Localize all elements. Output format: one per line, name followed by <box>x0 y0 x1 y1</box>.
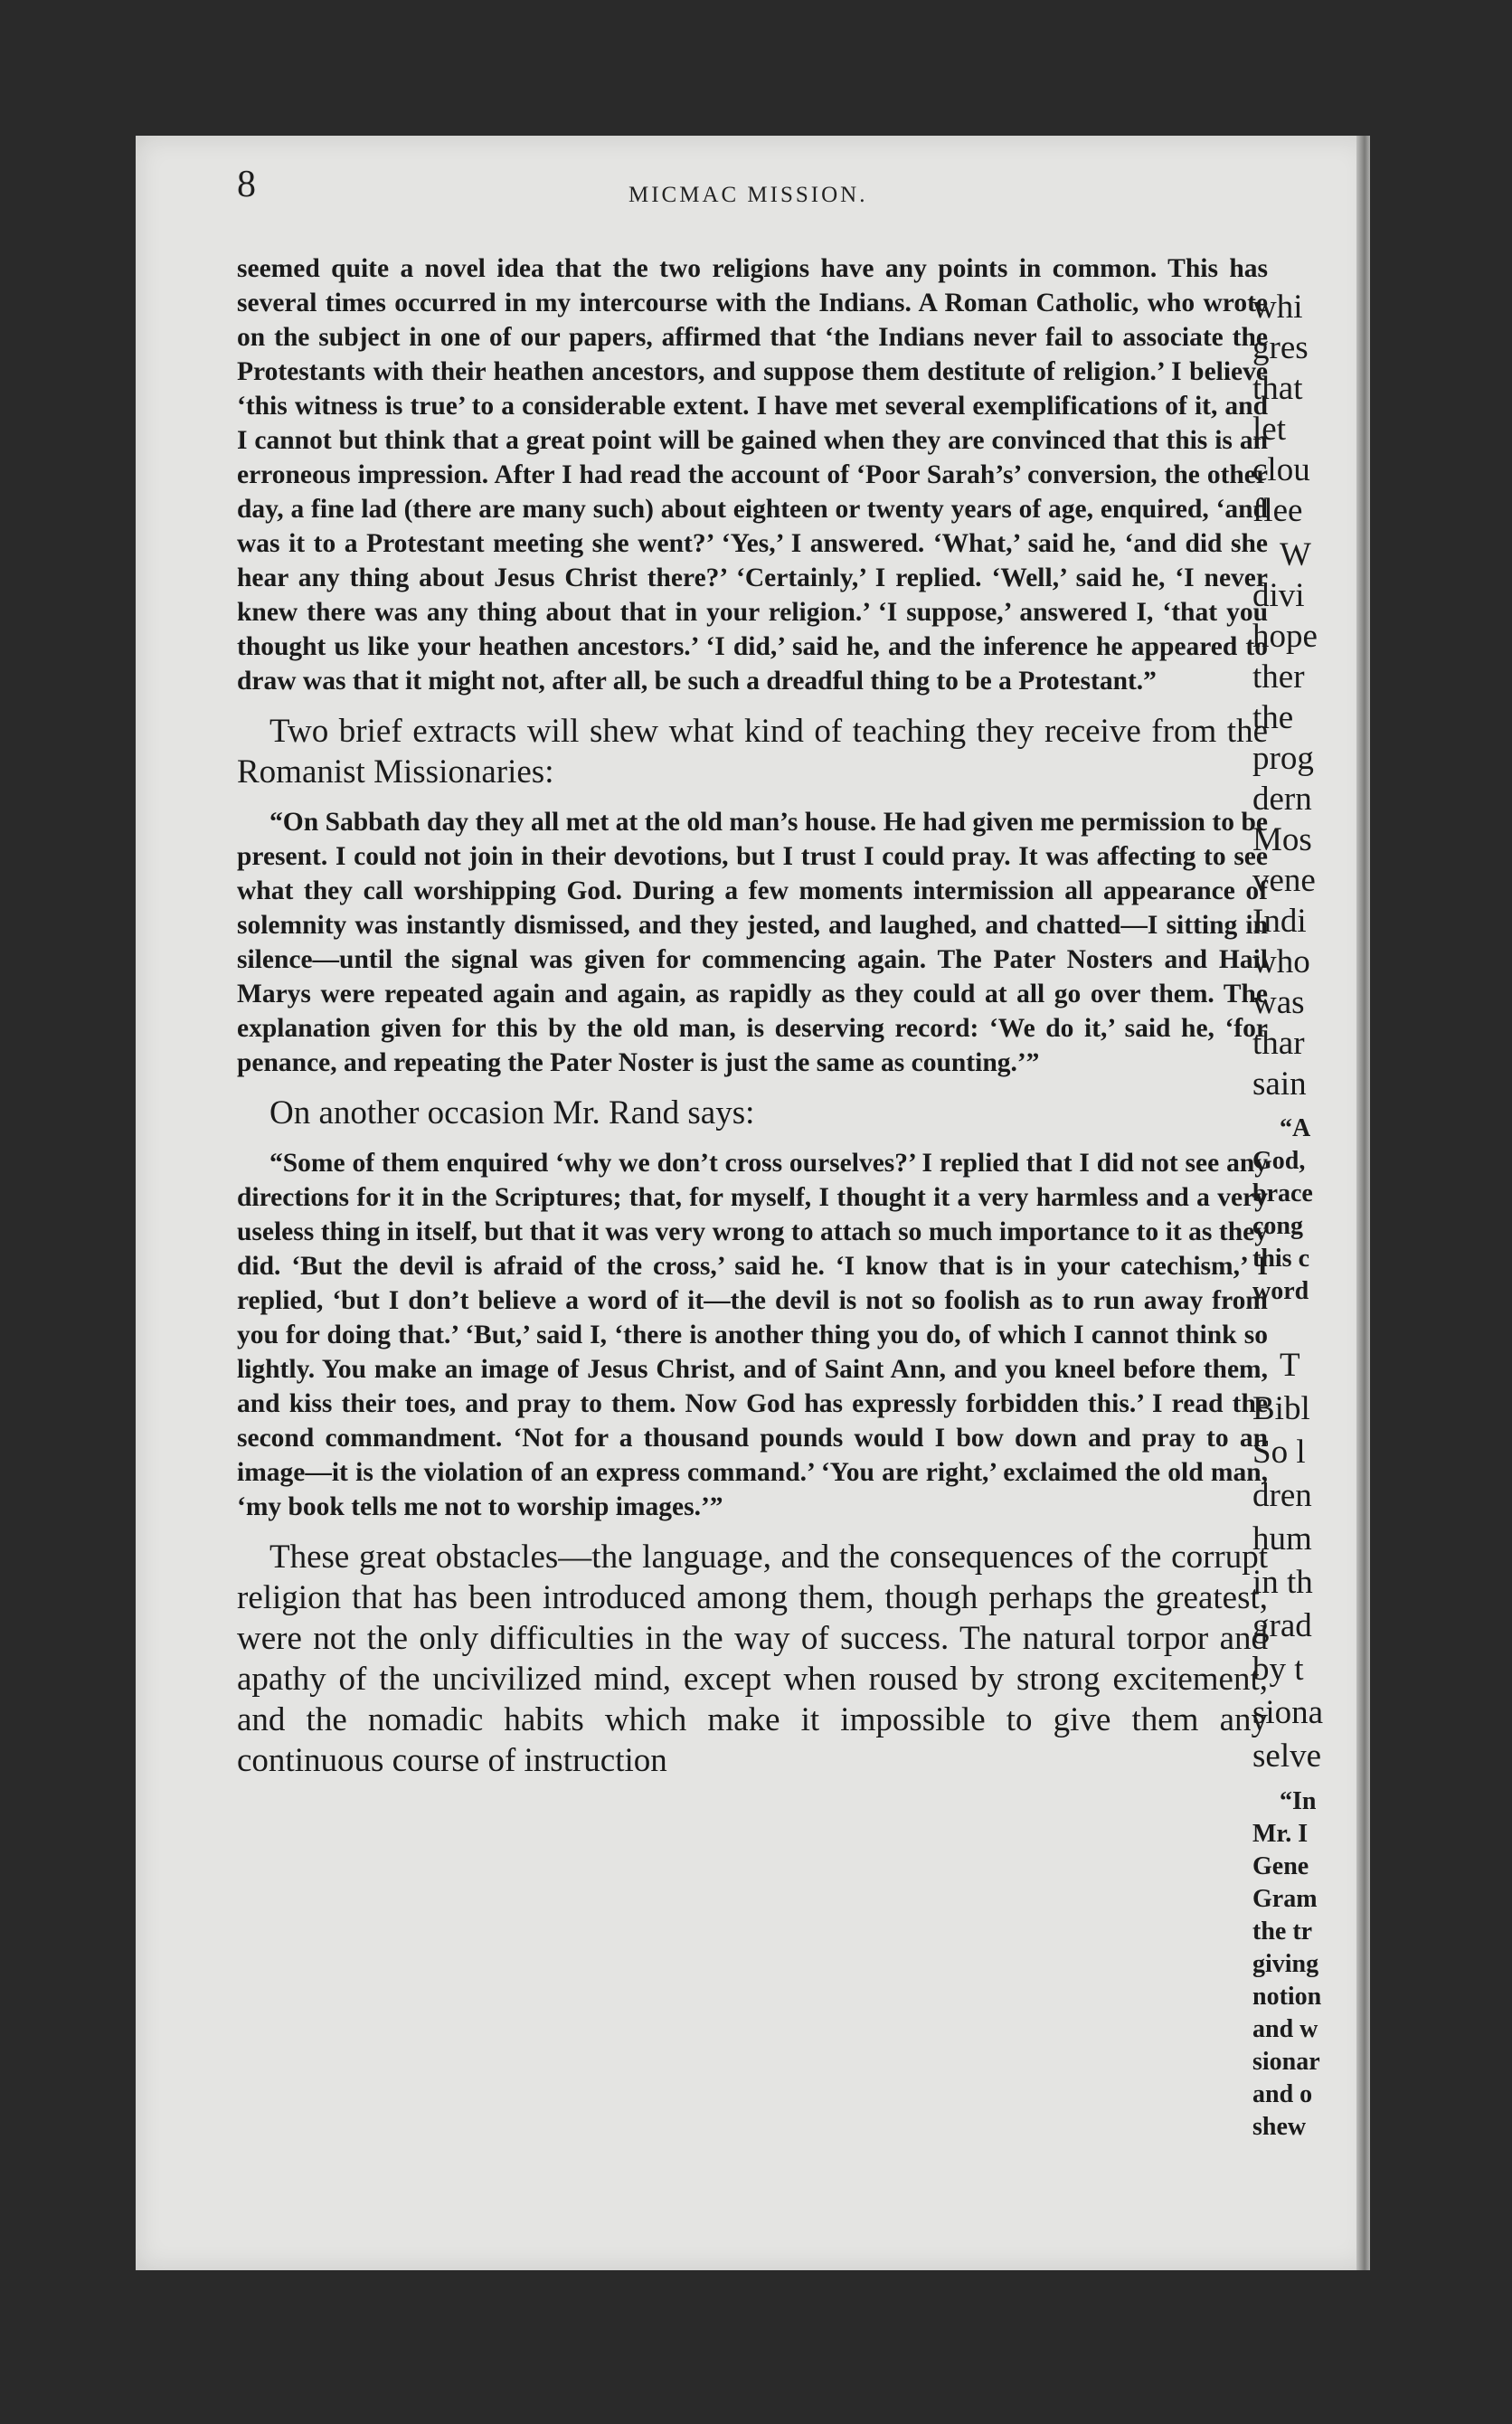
facing-line: Gene <box>1252 1852 1309 1880</box>
facing-line: brace <box>1252 1179 1313 1207</box>
facing-line: giving <box>1252 1950 1319 1978</box>
facing-line: divi <box>1252 577 1305 614</box>
facing-line: ther <box>1252 658 1305 696</box>
page-number: 8 <box>237 164 256 205</box>
facing-line: gres <box>1252 329 1309 366</box>
main-text-column <box>237 251 1268 1781</box>
facing-line: Mos <box>1252 821 1312 858</box>
facing-page-fragments <box>1243 0 1424 2424</box>
facing-line: Bibl <box>1252 1390 1310 1427</box>
body-paragraph-2: On another occasion Mr. Rand says: <box>269 1094 755 1132</box>
facing-line: Gram <box>1252 1885 1318 1913</box>
body-paragraph-1: Two brief extracts will shew what kind of teaching they receive from the Romanist Missionaries: <box>237 713 1268 791</box>
facing-line: T <box>1280 1347 1300 1384</box>
facing-line: dern <box>1252 781 1312 818</box>
facing-line: notion <box>1252 1983 1322 2011</box>
facing-line: selve <box>1252 1738 1322 1775</box>
running-head: MICMAC MISSION. <box>628 183 868 207</box>
facing-line: grad <box>1252 1607 1312 1644</box>
facing-line: and w <box>1252 2015 1318 2043</box>
facing-line: flee <box>1252 492 1303 529</box>
facing-line: sain <box>1252 1065 1307 1103</box>
book-page <box>136 136 1370 2270</box>
facing-line: was <box>1252 984 1305 1021</box>
facing-line: the <box>1252 699 1294 736</box>
facing-line: who <box>1252 943 1310 980</box>
facing-line: let <box>1252 411 1286 448</box>
facing-line: shew <box>1252 2113 1307 2141</box>
facing-line: the tr <box>1252 1917 1313 1946</box>
facing-line: siona <box>1252 1694 1324 1731</box>
facing-line: word <box>1252 1277 1309 1305</box>
quoted-paragraph-2: “On Sabbath day they all met at the old man’s house. He had given me permission to be present. I could not join in their devotions, but I trust I could pray. It was affecting to see what they call worshipping God. During a few moments intermission all appearance of solemnity was instantly dismissed, and they jested, and laughed, and chatted—I sitting in silence—until the signal was given for commencing again. The Pater Nosters and Hail Marys were repeated again and again, as rapidly as they could at all go over them. The explanation given for this by the old man, is deserving record: ‘We do it,’ said he, ‘for penance, and repeating the Pater Noster is just the same as counting.’” <box>237 808 1268 1077</box>
facing-line: vene <box>1252 862 1316 899</box>
facing-line: this c <box>1252 1245 1309 1273</box>
quoted-paragraph-1: seemed quite a novel idea that the two religions have any points in common. This has several times occurred in my intercourse with the Indians. A Roman Catholic, who wrote on the subject in one of our papers, affirmed that ‘the Indians never fail to associate the Protestants with their heathen ancestors, and suppose them destitute of religion.’ I believe ‘this witness is true’ to a considerable extent. I have met several exemplifications of it, and I cannot but think that a great point will be gained when they are convinced that this is an erroneous impression. After I had read the account of ‘Poor Sarah’s’ conversion, the other day, a fine lad (there are many such) about eighteen or twenty years of age, enquired, ‘and was it to a Protestant meeting she went?’ ‘Yes,’ I answered. ‘What,’ said he, ‘and did she hear any thing about Jesus Christ there?’ ‘Certainly,’ I replied. ‘Well,’ said he, ‘I never knew there was any thing about that in your religion.’ ‘I suppose,’ answered I, ‘that you thought us like your heathen ancestors.’ ‘I did,’ said he, and the inference he appeared to draw was that it might not, after all, be such a dreadful thing to be a Protestant.” <box>237 254 1268 696</box>
facing-line: whi <box>1252 289 1303 326</box>
facing-line: Mr. I <box>1252 1820 1309 1848</box>
facing-line: by t <box>1252 1651 1304 1688</box>
facing-line: “A <box>1280 1114 1311 1142</box>
facing-line: in th <box>1252 1564 1313 1601</box>
facing-line: thar <box>1252 1025 1305 1062</box>
facing-line: and o <box>1252 2080 1313 2108</box>
facing-line: W <box>1280 536 1311 573</box>
facing-line: prog <box>1252 740 1314 777</box>
facing-line: dren <box>1252 1477 1312 1514</box>
body-paragraph-3: These great obstacles—the language, and the consequences of the corrupt religion that has been introduced among them, though perhaps the greatest, were not the only difficulties in the way of success. The natural torpor and apathy of the uncivilized mind, except when roused by strong excitement, and the nomadic habits which make it impossible to give them any continuous course of instruction <box>237 1539 1268 1779</box>
facing-line: hope <box>1252 618 1318 655</box>
quoted-paragraph-3: “Some of them enquired ‘why we don’t cross ourselves?’ I replied that I did not see any directions for it in the Scriptures; that, for myself, I thought it a very harmless and a very useless thing in itself, but that it was very wrong to attach so much importance to it as they did. ‘But the devil is afraid of the cross,’ said he. ‘I know that is in your catechism,’ I replied, ‘but I don’t believe a word of it—the devil is not so foolish as to run away from you for doing that.’ ‘But,’ said I, ‘there is another thing you do, of which I cannot think so lightly. You make an image of Jesus Christ, and of Saint Ann, and you kneel before them, and kiss their toes, and pray to them. Now God has expressly forbidden this.’ I read the second commandment. ‘Not for a thousand pounds would I bow down and pray to an image—it is the violation of an express command.’ ‘You are right,’ exclaimed the old man, ‘my book tells me not to worship images.’” <box>237 1149 1268 1521</box>
facing-line: God, <box>1252 1147 1306 1175</box>
facing-line: Indi <box>1252 903 1307 940</box>
facing-line: clou <box>1252 451 1310 488</box>
facing-line: “In <box>1280 1787 1317 1815</box>
facing-line: sionar <box>1252 2048 1320 2076</box>
facing-line: hum <box>1252 1520 1312 1558</box>
facing-line: cong <box>1252 1212 1303 1240</box>
facing-line: So l <box>1252 1434 1306 1471</box>
facing-line: that <box>1252 370 1303 407</box>
